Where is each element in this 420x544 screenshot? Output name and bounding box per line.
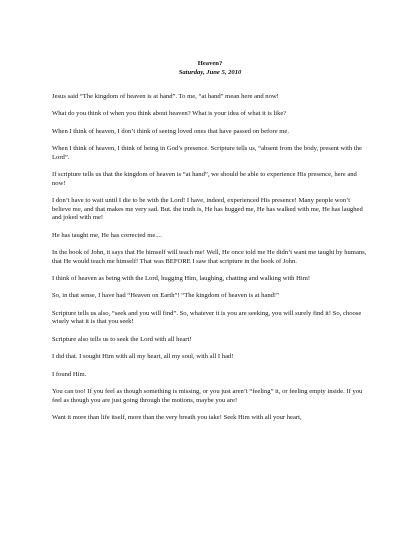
document-title: Heaven? xyxy=(197,60,223,67)
paragraph-3: When I think of heaven, I don’t think of seeing loved ones that have passed on before me. xyxy=(52,127,290,135)
paragraph-8: In the book of John, it says that He himself will teach me! Well, He once told me He didn’t want me taught by humans, that He would teach me himself! That was BEFORE I saw that scripture in the book of John. xyxy=(52,249,367,265)
paragraph-6: I don’t have to wait until I die to be with the Lord! I have, indeed, experienced His presence! Many people won’t believe me, and that makes me very sad. But. the truth is, He has hugged me, He has walked with me, He has laughed and joked with me! xyxy=(52,197,363,222)
document-date: Saturday, June 5, 2010 xyxy=(178,68,242,76)
paragraph-12: Scripture also tells us to seek the Lord with all heart! xyxy=(52,335,192,343)
paragraph-2: What do you think of when you think about heaven? What is your idea of what it is like? xyxy=(52,110,287,118)
paragraph-14: I found Him. xyxy=(52,370,87,378)
paragraph-9: I think of heaven as being with the Lord, hugging Him, laughing, chatting and walking with Him! xyxy=(52,275,311,283)
title-block xyxy=(52,60,368,77)
paragraph-10: So, in that sense, I have had “Heaven on Earth”! “The kingdom of heaven is at hand!” xyxy=(52,292,280,300)
paragraph-7: He has taught me, He has corrected me.... xyxy=(52,231,162,239)
paragraph-13: I did that. I sought Him with all my heart, all my soul, with all I had! xyxy=(52,353,234,361)
paragraph-16: Want it more than life itself, more than the very breath you take! Seek Him with all your heart, xyxy=(52,414,302,422)
paragraph-1: Jesus said “The kingdom of heaven is at hand”. To me, “at hand” mean here and now! xyxy=(52,93,279,100)
paragraph-5: If scripture tells us that the kingdom of heaven is “at hand”, we should be able to experience His presence, here and now! xyxy=(52,171,357,187)
paragraph-15: You can too! If you feel as though something is missing, or you just aren’t “feeling” it, or feeling empty inside. If you feel as though you are just going through the motions, maybe you are! xyxy=(52,388,363,404)
paragraph-4: When I think of heaven, I think of being in God’s presence. Scripture tells us, “absent from the body, present with the Lord”. xyxy=(52,145,362,161)
paragraph-11: Scripture tells us also, “seek and you will find”. So, whatever it is you are seeking, you will surely find it! So, choose wisely what it is that you seek! xyxy=(52,309,362,326)
